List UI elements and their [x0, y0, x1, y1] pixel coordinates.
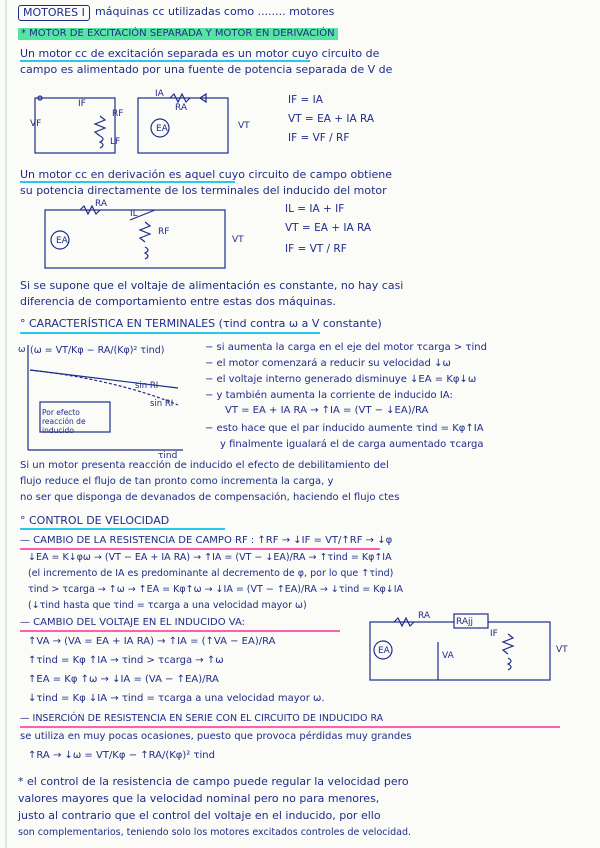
- lf-label: LF: [110, 137, 121, 147]
- ea-label-2: EA: [56, 236, 68, 246]
- eq-if-vt: IF = VT / RF: [285, 243, 347, 255]
- ra-label: RA: [175, 103, 188, 113]
- eq-if-ia: IF = IA: [288, 94, 323, 106]
- footer-4: son complementarios, teniendo solo los motores excitados controles de velocidad.: [18, 827, 412, 838]
- m-line-3: ↑EA = Kφ ↑ω → ↓IA = (VA − ↑EA)/RA: [28, 674, 219, 685]
- pink-underline-2: [20, 630, 340, 632]
- n-line-2: ↑RA → ↓ω = VT/Kφ − ↑RA/(Kφ)² τind: [28, 750, 215, 761]
- underline-2: [20, 181, 235, 183]
- ea-label: EA: [156, 124, 168, 134]
- il-label: IL: [130, 209, 138, 219]
- subheading-2: — CAMBIO DEL VOLTAJE EN EL INDUCIDO VA:: [20, 617, 246, 628]
- footer-2: valores mayores que la velocidad nominal pero no para menores,: [18, 792, 380, 805]
- graph-label-2: sin RI: [150, 399, 174, 409]
- bullet-6: y finalmente igualará el de carga aumentado τcarga: [220, 439, 484, 450]
- line-4: (↓τind hasta que τind = τcarga a una velocidad mayor ω): [28, 600, 307, 611]
- margin-decoration: [0, 0, 12, 848]
- footer-1: * el control de la resistencia de campo puede regular la velocidad pero: [18, 775, 409, 788]
- section1-text3: Un motor cc en derivación es aquel cuyo circuito de campo obtiene: [20, 168, 393, 181]
- ra-label-3: RA: [418, 611, 431, 621]
- title-text: máquinas cc utilizadas como ........ motores: [95, 5, 335, 18]
- m-line-2: ↑τind = Kφ ↑IA → τind > τcarga → ↑ω: [28, 655, 224, 666]
- eq-if-vf: IF = VF / RF: [288, 132, 350, 144]
- graph-label-1: sin RI: [135, 381, 159, 391]
- armature-voltage-circuit: [358, 612, 588, 687]
- section1-text2: campo es alimentado por una fuente de potencia separada de V de: [20, 63, 393, 76]
- bullet-5: − esto hace que el par inducido aumente τind = Kφ↑IA: [205, 423, 484, 434]
- adj-label: RAjj: [456, 617, 474, 627]
- paragraph-3: no ser que disponga de devanados de compensación, haciendo el flujo ctes: [20, 492, 400, 503]
- vf-label: VF: [30, 119, 42, 129]
- footer-3: justo al contrario que el control del voltaje en el inducido, por ello: [18, 809, 381, 822]
- separate-excitation-circuit: [30, 86, 280, 166]
- section1-text6: diferencia de comportamiento entre estas dos máquinas.: [20, 295, 336, 308]
- underline-3: [20, 332, 320, 334]
- pink-underline-1: [20, 548, 380, 550]
- paragraph-1: Si un motor presenta reacción de inducido el efecto de debilitamiento del: [20, 460, 389, 471]
- graph-axis-y: ω: [18, 345, 26, 355]
- subheading-3: — INSERCIÓN DE RESISTENCIA EN SERIE CON EL CIRCUITO DE INDUCIDO RA: [20, 713, 384, 724]
- paragraph-2: flujo reduce el flujo de tan pronto como incrementa la carga, y: [20, 476, 334, 487]
- vt-label-2: VT: [232, 235, 244, 245]
- line-1: ↓EA = K↓φω → (VT − EA + IA RA) → ↑IA = (VT − ↓EA)/RA → ↑τind = Kφ↑IA: [28, 552, 392, 563]
- eq-vt-ea-2: VT = EA + IA RA: [285, 222, 372, 234]
- eq-vt-ea: VT = EA + IA RA: [288, 113, 375, 125]
- if-label: IF: [78, 99, 86, 109]
- subheading-1: — CAMBIO DE LA RESISTENCIA DE CAMPO RF : ↑RF → ↓IF = VT/↑RF → ↓φ: [20, 535, 393, 546]
- graph-formula: (ω = VT/Kφ − RA/(Kφ)² τind): [30, 345, 165, 356]
- bullet-2: − el motor comenzará a reducir su velocidad ↓ω: [205, 358, 451, 369]
- pink-underline-3: [20, 726, 560, 728]
- section1-heading: * MOTOR DE EXCITACIÓN SEPARADA Y MOTOR EN DERIVACIÓN: [18, 28, 338, 40]
- n-line-1: se utiliza en muy pocas ocasiones, puesto que provoca pérdidas muy grandes: [20, 731, 412, 742]
- line-3: τind > τcarga → ↑ω → ↑EA = Kφ↑ω → ↓IA = (VT − ↑EA)/RA → ↓τind = Kφ↓IA: [28, 584, 404, 595]
- rf-label: RF: [112, 109, 124, 119]
- bullet-1: − si aumenta la carga en el eje del motor τcarga > τind: [205, 342, 487, 353]
- underline-4: [20, 528, 225, 530]
- ea-label-3: EA: [378, 646, 390, 656]
- bullet-4-eq: VT = EA + IA RA → ↑IA = (VT − ↓EA)/RA: [225, 405, 429, 416]
- va-label: VA: [442, 651, 454, 661]
- ia-label: IA: [155, 89, 164, 99]
- section2-heading: ° CARACTERÍSTICA EN TERMINALES (τind contra ω a V constante): [20, 317, 382, 330]
- section1-text5: Si se supone que el voltaje de alimentación es constante, no hay casi: [20, 279, 404, 292]
- graph-axis-x: τind: [158, 451, 178, 461]
- shunt-circuit: [40, 199, 250, 272]
- underline-1: [20, 60, 310, 62]
- bullet-4: − y también aumenta la corriente de inducido IA:: [205, 390, 453, 401]
- section1-text4: su potencia directamente de los terminales del inducido del motor: [20, 184, 387, 197]
- eq-il: IL = IA + IF: [285, 203, 345, 215]
- rf-label-2: RF: [158, 227, 170, 237]
- title-box: MOTORES I: [18, 5, 90, 21]
- m-line-1: ↑VA → (VA = EA + IA RA) → ↑IA = (↑VA − EA)/RA: [28, 636, 276, 647]
- if-label-3: IF: [490, 629, 498, 639]
- graph-box-text: Por efecto reacción de inducido: [42, 408, 86, 435]
- ra-label-2: RA: [95, 199, 108, 209]
- section3-heading: ° CONTROL DE VELOCIDAD: [20, 514, 170, 527]
- line-2: (el incremento de IA es predominante al decremento de φ, por lo que ↑τind): [28, 568, 394, 579]
- m-line-4: ↓τind = Kφ ↓IA → τind = τcarga a una velocidad mayor ω.: [28, 693, 325, 704]
- vt-label: VT: [238, 121, 250, 131]
- section1-text1: Un motor cc de excitación separada es un motor cuyo circuito de: [20, 47, 380, 60]
- bullet-3: − el voltaje interno generado disminuye ↓EA = Kφ↓ω: [205, 374, 477, 385]
- vt-label-3: VT: [556, 645, 568, 655]
